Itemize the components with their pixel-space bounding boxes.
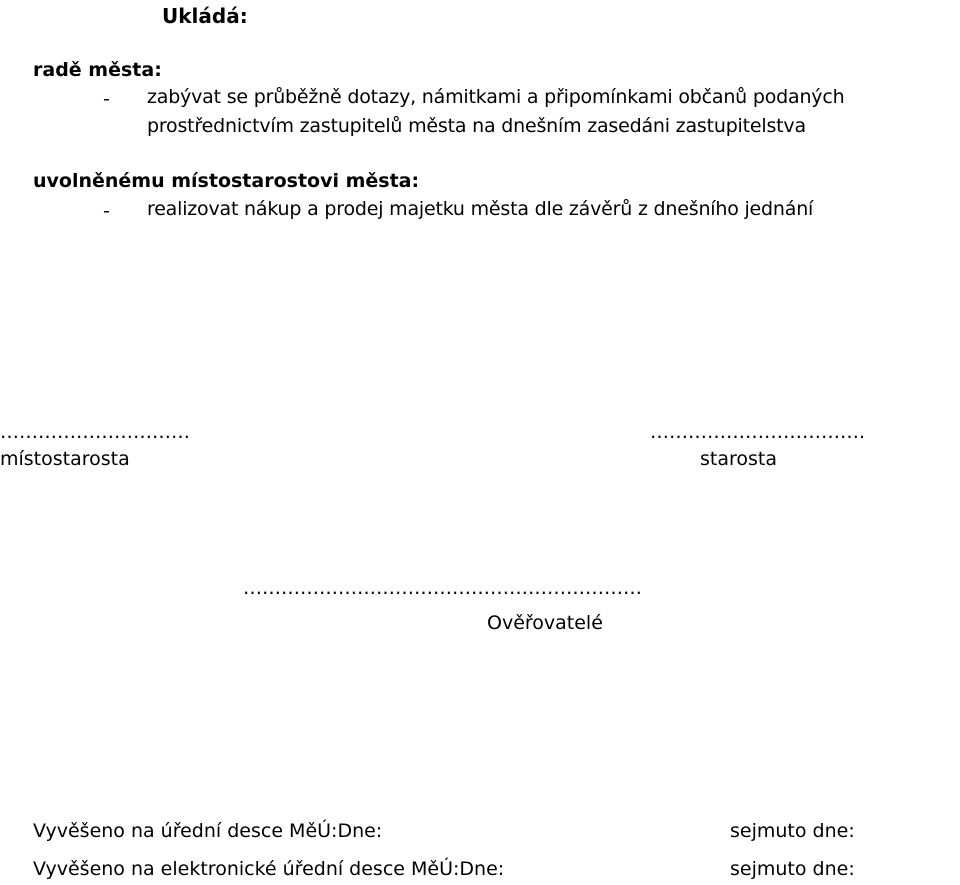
footer-posted-official-board: Vyvěšeno na úřední desce MěÚ:Dne: — [33, 820, 383, 842]
section-heading-rada: radě města: — [33, 59, 162, 81]
signature-line-center: ……………………………………………………… — [243, 577, 642, 599]
section-rada-line-2: prostřednictvím zastupitelů města na dnešním zasedáni zastupitelstva — [147, 115, 806, 137]
footer-removed-official-board: sejmuto dne: — [730, 820, 855, 842]
footer-posted-electronic-board: Vyvěšeno na elektronické úřední desce MěÚ:Dne: — [33, 858, 505, 880]
bullet-dash: - — [103, 88, 110, 110]
signature-label-mistostarosta: místostarosta — [0, 448, 130, 470]
section-mistostarosta-line-1: realizovat nákup a prodej majetku města dle závěrů z dnešního jednání — [147, 198, 814, 220]
signature-line-left: ………………………… — [0, 421, 190, 443]
section-rada-line-1: zabývat se průběžně dotazy, námitkami a připomínkami občanů podaných — [147, 86, 845, 108]
document-title: Ukládá: — [162, 4, 248, 28]
signature-line-right: ……………………………. — [650, 421, 866, 443]
section-heading-mistostarosta: uvolněnému místostarostovi města: — [33, 170, 420, 192]
signature-label-starosta: starosta — [700, 448, 778, 470]
bullet-dash: - — [103, 200, 110, 222]
footer-removed-electronic-board: sejmuto dne: — [730, 858, 855, 880]
signature-label-overovatele: Ověřovatelé — [487, 612, 603, 634]
